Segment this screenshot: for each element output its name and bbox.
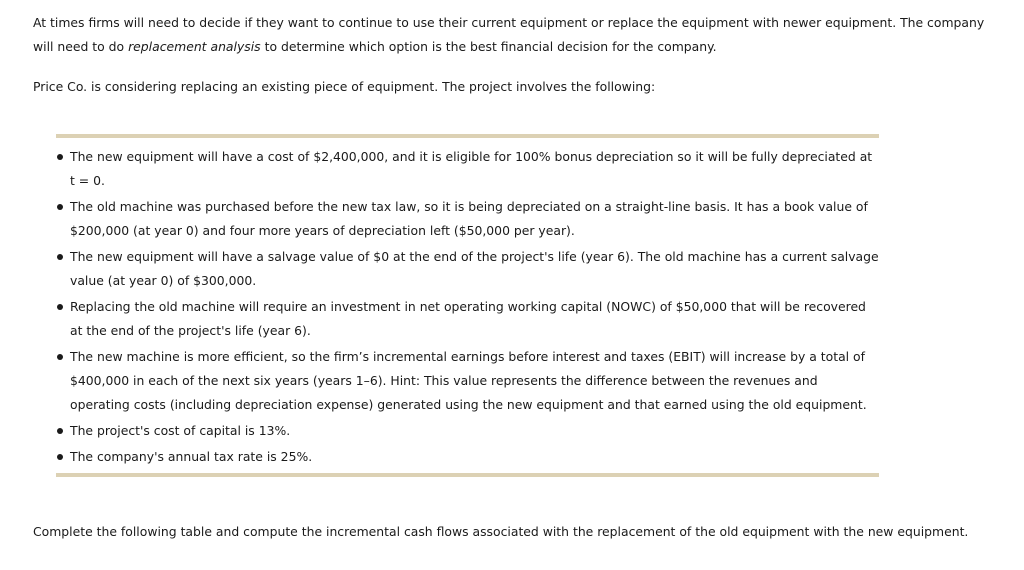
bullet-icon: [57, 354, 63, 360]
intro-text-after: to determine which option is the best financial decision for the company.: [260, 39, 717, 54]
list-item-text: The new machine is more efficient, so the firm’s incremental earnings before interest and taxes (EBIT) will increase by a total of $400,000 in each of the next six years (years 1–6). Hint: This value represents the difference between the revenues and operating costs (including depreciation expense) generated using the new equipment and that earned using the old equipment.: [70, 349, 867, 412]
top-divider: [56, 134, 879, 138]
list-item-text: The new equipment will have a cost of $2,400,000, and it is eligible for 100% bonus depreciation so it will be fully depreciated at t = 0.: [70, 149, 873, 188]
bullet-icon: [57, 254, 63, 260]
intro-paragraph: [33, 11, 993, 59]
list-item-text: Replacing the old machine will require an investment in net operating working capital (NOWC) of $50,000 that will be recovered at the end of the project's life (year 6).: [70, 299, 866, 338]
bullet-icon: [57, 454, 63, 460]
list-item: [56, 419, 879, 443]
list-item-text: The company's annual tax rate is 25%.: [70, 449, 313, 464]
project-details-list: [56, 145, 879, 471]
intro-text-before: At times firms will need to decide if they want to continue to use their current equipment or replace the equipment with newer equipment. The company will need to do: [33, 15, 985, 54]
bullet-icon: [57, 428, 63, 434]
list-item-text: The project's cost of capital is 13%.: [70, 423, 291, 438]
lead-paragraph: Price Co. is considering replacing an existing piece of equipment. The project involves the following:: [33, 79, 656, 94]
bullet-icon: [57, 154, 63, 160]
closing-instruction: Complete the following table and compute the incremental cash flows associated with the replacement of the old equipment with the new equipment.: [33, 524, 969, 539]
list-item: [56, 295, 879, 343]
list-item: [56, 195, 879, 243]
list-item-text: The new equipment will have a salvage value of $0 at the end of the project's life (year 6). The old machine has a current salvage value (at year 0) of $300,000.: [70, 249, 879, 288]
bullet-icon: [57, 304, 63, 310]
list-item: [56, 445, 879, 469]
list-item: [56, 245, 879, 293]
list-item-text: The old machine was purchased before the new tax law, so it is being depreciated on a straight-line basis. It has a book value of $200,000 (at year 0) and four more years of depreciation left ($50,000 per year).: [70, 199, 868, 238]
list-item: [56, 345, 879, 417]
intro-emphasis: replacement analysis: [128, 39, 261, 54]
bottom-divider: [56, 473, 879, 477]
list-item: [56, 145, 879, 193]
bullet-icon: [57, 204, 63, 210]
